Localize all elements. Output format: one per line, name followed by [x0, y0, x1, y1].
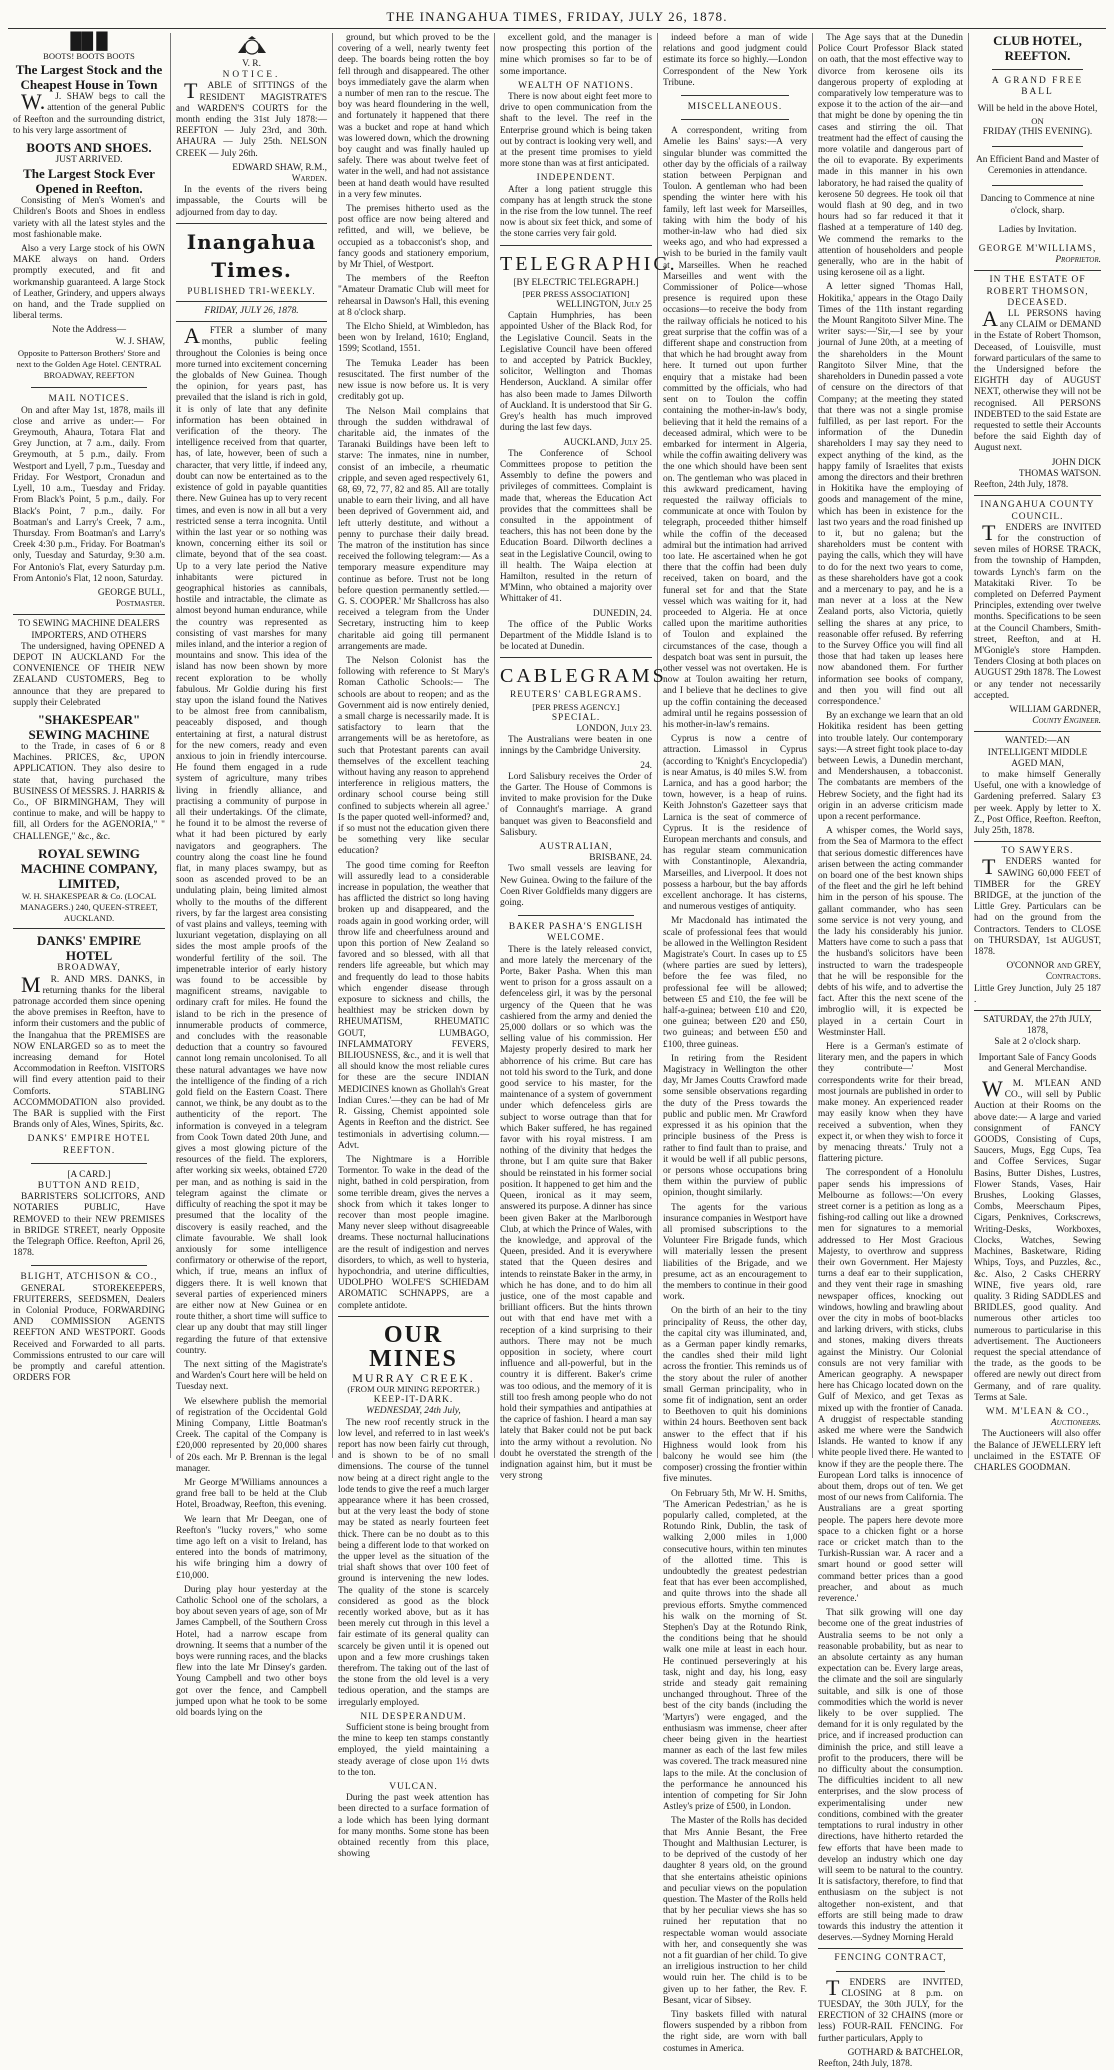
sale-time: Sale at 2 o'clock sharp.: [994, 1037, 1081, 1048]
divider: [836, 1971, 945, 1972]
divider: [974, 731, 1101, 732]
ad-shaw-boots: BOOTS AND SHOES.: [26, 140, 152, 156]
cablegrams-agency: [PER PRESS AGENCY.]: [532, 701, 620, 712]
col6-item-3: By an exchange we learn that an old Hokitika resident has been getting into trouble lately. Our contemporary says:—A street fight took place to-day between Lewis, a Dunedin merchant, and Mendershausen, a tobacconist. The combatants are members of the Hebrew Society, and the fight had its origin in an adverse criticism made upon a recent performance.: [818, 711, 963, 823]
council-heading: INANGAHUA COUNTY COUNCIL.: [980, 500, 1095, 522]
ball-signature: GEORGE M'WILLIAMS,: [978, 244, 1097, 255]
wanted-body: to make himself Generally Useful, one with a knowledge of Gardening preferred. Salary £3 per week. Apply by letter to X. Z., Post Office, Reefton. Reefton, July 25th, 1878.: [974, 769, 1101, 836]
ball-date: FRIDAY (THIS EVENING).: [982, 126, 1093, 137]
col6-item-2: A letter signed 'Thomas Hall, Hokitika,' appears in the Otago Daily Times of the 11th instant regarding the Mount Rangitoto Silver Mine. The writer says:—'Sir,—I see by your journal of June 20th, at a meeting of the shareholders in the Mount Rangitoto Silver Mine, that the shareholders in Dunedin passed a vote of censure on the directors of that Company; at the meeting they stated that there was not a single promise fulfilled, as per last report. For the information of the Dunedin shareholders I may say they need to expect anything of the kind, as the happy family of Israelites that exists among the directors and their brethren in Hokitika have the employing of goods and management of the mine, which has been in existence for the last two years and the road finished up to it, but no galena; but the shareholders must be content with paying the calls, which they will have to do for the next two years to come, as these shareholders have got a cook and a mercenary to pay, and he is a man never at a loss at the New Zealand ports, also Victoria, quietly selling the shares at any price, to reasonable offer refused. By referring to the Survey Office you will find all those that had taken up leases here now abandoned them. For further information see books of company, and then you will find out all correspondence.': [818, 282, 963, 707]
sawyers-date: Little Grey Junction, July 25 187 .: [974, 983, 1101, 1005]
ball-dance-time: Dancing to Commence at nine o'clock, sharp.: [980, 194, 1095, 216]
vulcan-heading: VULCAN.: [389, 1782, 438, 1793]
sale-important: Important Sale of Fancy Goods and General Merchandise.: [978, 1052, 1097, 1074]
keep-it-dark-heading: KEEP-IT-DARK.: [373, 1395, 454, 1406]
ad-shaw-just: JUST ARRIVED.: [55, 155, 123, 166]
local-news-2: We elsewhere publish the memorial of registration of the Occidental Gold Mining Company, Little Boatman's Creek. The capital of the Company is £20,000 represented by 20,000 shares of 20s each. Mr P. Brennan is the legal manager.: [176, 1396, 327, 1474]
notice-vr: V. R.: [242, 59, 261, 69]
misc-item-9: Tiny baskets filled with natural flowers suspended by a ribbon from the right side, are worn with ball costumes in America.: [663, 2009, 807, 2054]
mines-from: (FROM OUR MINING REPORTER.): [347, 1383, 480, 1394]
ad-shaw-body-2: Consisting of Men's Women's and Children's Boots and Shoes in endless variety with all the latest styles and the most fashionable make.: [13, 196, 165, 240]
brisbane-body: Two small vessels are leaving for New Guinea. Owing to the failure of the Coen River Goldfields many diggers are going.: [500, 864, 652, 909]
estate-signature-1: JOHN DICK: [1051, 457, 1101, 468]
local-news-12: The good time coming for Reefton will assuredly lead to a considerable increase in population, the weather that has afflicted the district so long having broken up and disappeared, and the roads again in good working order, will throw life and cheerfulness around and upon this portion of New Zealand so favored and so blessed, with all that renders life agreeable, but which may and frequently do lead to those habits which engender disease through exposure to sickness and chills, the healthiest may be stricken down by RHEUMATISM, RHEUMATIC GOUT, LUMBAGO, INFLAMMATORY FEVERS, BILIOUSNESS, &c., and it is well that all should know the most reliable cures for these are the secure INDIAN MEDICINES known as Ghollah's Great Indian Cures.'—they can be had of Mr R. Gissing, Chemist appointed sole Agents in Reefton and the district. See testimonials in advertising column.—Advt.: [338, 860, 489, 1151]
baker-pasha-body: There is the lately released convict, and more lately the mercenary of the Porte, Baker Pasha. When this man went to prison for a gross assault on a defenceless girl, it was by the personal urgency of the Queen that he was cashiered from the army and denied the 25,000 dollars or so which was the selling value of his commission. Her Majesty properly desired to mark her abhorrence of his crime. But care has not told his sword to the Turk, and done good service to his master, for the maintenance of a system of government under which defenceless girls are subject to worse outrage than that for which Baker suffered, he has regained favor with his royal mistress. I am nothing of the divinity that hedges the throne, but I am quite sure that Baker should be reinstated in his former social position. It happened to get him and the Queen, ironical as it may seem, answered its purpose. A dinner has since been given Baker at the Marlborough Club, at which the Prince of Wales, with the knowledge, and approval of the Queen, presided. And it is everywhere stated that the Queen desires and intends to reinstate Baker in the army, in which he has done, and to do him all justice, one of the most capable and brilliant officers. But the hints thrown out with that end have met with a reception of a kind surprising to their authors. There may not be much opposition in society, where court influence and all-powerful, but in the country it is different. Baker's crime was too odious, and the memory of it is still too fresh among people who do not hold their sympathies and antipathies at the caprice of fashion. I heard a man say lately that Baker could not be put back into the army without a revolution. No doubt he overstated the strength of the indignation against him, but it must be very strong: [500, 944, 652, 1482]
ad-shaw-note: Note the Address—: [52, 325, 126, 336]
ad-shaw-signature: W. J. SHAW,: [115, 336, 165, 347]
divider: [992, 69, 1083, 70]
sewing-heading: TO SEWING MACHINE DEALERS IMPORTERS, AND OTHERS: [18, 619, 160, 641]
notice-signature-title: Warden.: [291, 174, 327, 185]
divider: [518, 915, 634, 916]
misc-item-6: On the birth of an heir to the tiny principality of Reuss, the other day, the capital city was illuminated, and, as a German paper kindly remarks, the candles shed their mild light across the frontier. This reminds us of the story about the ruler of another small German principality, who in some fit of indignation, sent an order to Beethoven to quit his dominions within 24 hours. Beethoven sent back answer to the effect that if his Highness would look from his balcony he would see him (the composer) crossing the frontier within five minutes.: [663, 1306, 807, 1485]
divider: [681, 119, 789, 120]
paper-title: Inangahua Times.: [186, 229, 317, 282]
sawyers-signature-title: Contractors.: [1045, 972, 1101, 983]
danks-hotel-sub-2: REEFTON.: [62, 1145, 116, 1156]
council-signature-title: County Engineer.: [1032, 716, 1101, 727]
divider: [13, 928, 165, 929]
local-news-4: We learn that Mr Deegan, one of Reefton's "lucky rovers," who some time ago left on a visit to Ireland, has entered into the bonds of matrimony, his wife bringing him a dowry of £10,000.: [176, 1514, 327, 1581]
australian-heading: AUSTRALIAN,: [539, 842, 613, 852]
telegraphic-sub: [BY ELECTRIC TELEGRAPH.]: [513, 277, 639, 288]
boot-icon: ██ █: [70, 33, 108, 50]
columns: [8, 33, 1106, 2069]
mail-notices-heading: MAIL NOTICES.: [48, 394, 130, 405]
local-news-3: Mr George M'Williams announces a grand free ball to be held at the Club Hotel, Broadway, Reefton, this evening.: [176, 1477, 327, 1511]
sewing-machine-name: "SHAKESPEAR" SEWING MACHINE: [28, 711, 150, 742]
dunedin-body: The office of the Public Works Department of the Middle Island is to be located at Dunedin.: [500, 619, 652, 653]
sale-signature-title: Auctioneers.: [1050, 1418, 1101, 1429]
sewing-signature: W. H. SHAKESPEAR & Co. (LOCAL MANAGERS.) 240, QUEEN-STREET, AUCKLAND.: [20, 890, 158, 924]
baker-pasha-heading: BAKER PASHA'S ENGLISH WELCOME.: [508, 922, 644, 944]
col6-item-6: The correspondent of a Honolulu paper sends his impressions of Melbourne as follows:—'On every street corner is a petition as long as a fishing-rod calling out like a drowned men for signatures to a memorial addressed to Her Most Gracious Majesty, to overthrow and suppress their own Government. Her Majesty turns a deaf ear to their supplication, and they vent their rage in smashing newspaper offices, knocking out windows, howling and brawling about over the city in mobs of boot-blacks and larking drivers, with sticks, clubs and stones, making divers threats against the Ministry. Our Colonial consuls are not very familiar with American geography. A newspaper here has Chicago located down on the Gulf of Mexico, and get Texas as mixed up with the frontier of Canada. A druggist of respectable standing asked me where were the Sandwich Islands. He wanted to know if any white people lived there. He wanted to know if they are the people there. The European Lord talks is innocence of about them, drops out of ten. We get most of our news from California. The Australians are a great sporting people. The papers here devote more space to a chicken fight or a horse race or cricket match than to the Turkish-Russian war. A racer and a smart hound or good setter will command better prices than a good preacher, and about as much reverence.': [818, 1168, 964, 1605]
baker-pasha-continued: indeed before a man of wide relations and good judgment could estimate its force so highly.—London Correspondent of the New York Tribune.: [663, 33, 807, 88]
local-news-11: The Nelson Colonist has the following with reference to St Mary's Roman Catholic Schools:— The schools are about to reopen; and as the Government aid is now entirely denied, a small charge is necessarily made. It is satisfactory to learn that the arrangements will be as heretofore, as such that Protestant parents can avail themselves of the excellent teaching without having any reason to apprehend interference in religious matters, the ordinary school course being still confined to subjects wherein all agree.' Is the paper quoted well-informed? and, if so must not the education given there be something very like secular education?: [338, 655, 489, 857]
council-body: TENDERS are INVITED for the construction of seven miles of HORSE TRACK, from the township of Hampden, towards Lynch's farm on the Matakitaki River. To be completed on Deferred Payment Principles, extending over twelve months. Specifications to be seen at the Council Chambers, Smith-street, Reefton, and at H. M'Gonigle's store Hampden. Tenders Closing at both places on AUGUST 29th 1878. The Lowest or any tender not necessarily accepted.: [974, 519, 1101, 701]
nil-desperandum-body: Sufficient stone is being brought from the mine to keep ten stamps constantly employed, the yield maintaining a steady average of close upon 1½ dwts to the ton.: [338, 1723, 489, 1778]
london-body: The Australians were beaten in one innings by the Cambridge University.: [500, 735, 652, 757]
sawyers-signature: O'CONNOR and GREY,: [1006, 961, 1101, 972]
vulcan-continued: excellent gold, and the manager is now prospecting this portion of the mine which promises so far to be of some importance.: [500, 33, 652, 77]
notice-body: TABLE of SITTINGS of the RESIDENT MAGISTRATE'S and WARDEN'S COURTS for the month ending the 31st July 1878:— REEFTON — July 23rd, and 30th. AHAURA — July 25th. NELSON CREEK — July 26th.: [176, 78, 327, 159]
dunedin-dateline: DUNEDIN, 24.: [592, 608, 652, 619]
ad-shaw-body-3: Also a very Large stock of his OWN MAKE always on hand. Orders promptly executed, and fit and workmanship guaranteed. A large Stock of Leather, Grindery, and uppers always on hand, and the Trade supplied on liberal terms.: [13, 244, 165, 322]
wellington-body: Captain Humphries, has been appointed Usher of the Black Rod, for the Legislative Council. Seats in the Legislative Council have been offered to and accepted by Patrick Buckley, solicitor, Wellington and Thomas Henderson, Auckland. A similar offer has also been made to James Dilworth of Auckland. It is understood that Sir G. Grey's health has much improved during the last few days.: [500, 311, 652, 434]
sale-signature: WM. M'LEAN & CO.,: [985, 1406, 1090, 1417]
cablegrams-heading: CABLEGRAMS: [500, 665, 667, 688]
special-heading: SPECIAL.: [551, 712, 601, 723]
local-news-6: The premises hitherto used as the post office are now being altered and refitted, and will, we believe, be occupied as a tobacconist's shop, and fancy goods and stationery emporium, by Mr Thiel, of Westport.: [338, 204, 489, 271]
mail-signature: GEORGE BULL,: [97, 587, 165, 598]
divider: [176, 301, 327, 302]
sale-heading: SATURDAY, the 27th JULY, 1878,: [983, 1015, 1092, 1037]
ball-signature-title: Proprietor.: [1055, 255, 1101, 266]
local-news-7: The members of the Reefton "Amateur Dramatic Club will meet for rehearsal in Dawson's Hall, this evening at 8 o'clock sharp.: [338, 274, 489, 318]
mines-subheading: MURRAY CREEK.: [352, 1370, 475, 1385]
notice-heading: NOTICE.: [222, 70, 281, 81]
editorial-body: AFTER a slumber of many months, public feeling throughout the Colonies is being once more turned into excitement concerning the globalds of New Guinea. Though the opinion, for years past, has prevailed that the island is rich in gold, it is only of late that any definite information has been obtained in verification of the theory. The intelligence received from that quarter, has, of late, however, been of such a character, that very little, if indeed any, doubt can now be entertained as to the existence of gold in payable quantities there. New Guinea has up to very recent times, and even is now in all but a very restricted sense a terra incognita. Until within the last year or so nothing was known, concerning either its soil or climate, beyond that of the sea coast. Up to a very late period the Native inhabitants were pictured in geographical histories as cannibals, hostile and intractable, the climate as almost beyond human endurance, while the country was represented as consisting of vast marshes for many miles inland, and the interior a region of mountains and snow. This idea of the island has now been shown by more recent exploration to be wholly fabulous. Mr Goldie during his first stay upon the island found the Natives to be almost free from cannibalism, peaceably disposed, and though entertaining at first, a natural distrust for the new comers, ready and even anxious to join in friendly intercourse. He found them engaged in a rude system of agriculture, many tribes living in friendly alliance, and practising a community of purpose in all their undertakings. Of the climate, he found it to be almost the reverse of what it had been pictured by early navigators and geographers. The country along the coast line he found flat, in many places swampy, but as soon as ascended proved to be an undulating plain, being limited almost wholly to the mouths of the different rivers, by far the largest area consisting of vast plains and valleys, teeming with luxuriant vegetation, displaying on all sides the most ample proofs of the wonderful fertility of the soil. The impenetrable interior of early history was found to be accessible by magnificent streams, navigable to ordinary craft for miles. He found the island to be rich in the presence of innumerable products of commerce, and concludes with the reasonable deduction that a country so favoured cannot long remain uncolonised. To all these natural advantages we have now the intelligence of the finding of a rich gold field on the Eastern Coast. There cannot, we think, be any doubt as to the authenticity of the report. The information is conveyed in a telegram from Cook Town dated 20th June, and gives a most glowing picture of the resources of the field. The explorers, after working six weeks, obtained £720 per man, and as nothing is said in the telegram against the climate or difficulty of reaching the spot it may be presumed that the locality of the discovery is easily reached, and the climate favourable. We shall look anxiously for some intelligence confirmatory or otherwise of the report, which, if true, means an influx of diggers there. It is well known that several parties of experienced miners are either now at New Guinea or en route thither, a short time will suffice to clear up any doubt that may still linger regarding the future of that extensive country.: [176, 323, 327, 1356]
local-news-13: The Nightmare is a Horrible Tormentor. To wake in the dead of the night, bathed in cold perspiration, from some terrible dream, gives the nerves a shock from which it takes longer to recover than most people imagine. Many never sleep without disagreeable dreams. These nocturnal hallucinations are the result of indigestion and nerves disorders, to which, as well to hysteria, hypochondria, and uterine difficulties, UDOLPHO WOLFE'S SCHIEDAM AROMATIC SCHNAPPS, are a complete antidote.: [338, 1154, 489, 1311]
divider: [974, 270, 1101, 271]
local-news-continued: ground, but which proved to be the covering of a well, nearly twenty feet deep. The boards being rotten the boy fell through and disappeared. The other boys immediately gave the alarm when a number of men ran to the rescue. The boy was heard floundering in the well, and fortunately it happened that there was a bucket and rope at hand which was lowered down, which the drowning boy caught and was finally hauled up safely. There was about twelve feet of water in the well, and had not assistance been at hand death would have resulted in a very few minutes.: [338, 33, 489, 200]
vulcan-body: During the past week attention has been directed to a surface formation of a lode which has been lying dormant for many months. Some stone has been obtained recently from this place, showing: [338, 1793, 489, 1860]
sewing-body: The undersigned, having OPENED A DEPOT IN AUCKLAND For the CONVENIENCE OF THEIR NEW ZEALAND CUSTOMERS, Beg to announce that they are prepared to supply their Celebrated: [13, 641, 165, 708]
divider: [818, 1948, 963, 1949]
local-news-1: The next sitting of the Magistrate's and Warden's Court here will be held on Tuesday next.: [176, 1359, 327, 1393]
auckland-body: The Conference of School Committees propose to petition the Assembly to define the powers and privileges of committees. Complaint is made that, whereas the Education Act provides that the committees shall be consulted in the appointment of teachers, this has not been done by the Education Board. Dilworth declines a seat in the Legislative Council, owing to ill health. The Waipa election at Hamilton, resulted in the return of M'Minn, who obtained a majority over Whittaker of 41.: [500, 448, 652, 605]
local-news-9: The Temuka Leader has been resuscitated. The first number of the new issue is now before us. It is very creditably got up.: [338, 358, 489, 403]
danks-hotel-sub: BROADWAY,: [57, 963, 121, 974]
notice-signature: EDWARD SHAW, R.M.,: [232, 162, 327, 173]
ball-ladies: Ladies by Invitation.: [998, 224, 1077, 235]
misc-item-1: A correspondent, writing from Amelie les Bains' says:—A very singular blunder was committed the other day by the officials of a railway station between Perpignan and Toulon. A gentleman who had been spending the winter here with his family, left last week for Marseilles, taking with him the body of his mother-in-law who had died six weeks ago, and who had expressed a wish to be buried in the family vault at Marseilles. When he reached Marseilles and went with the Commissioner of Police—whose presence is required upon these occasions—to receive the body from the railway officials he noticed to his great surprise that the coffin was of a different shape and construction from that which he had brought away from here. It turned out upon further enquiry that a mistake had been committed by the officials, who had sent on to Toulon the coffin containing the mother-in-law's body, believing that it held the remains of a deceased admiral, which were to be embarked for interment in Algeria, while the coffin awaiting delivery was the one which should have been sent on. The gentleman who was placed in this awkward predicament, having requested the railway officials to communicate at once with Toulon by telegraph, proceeded thither himself while the coffin of the deceased admiral but the intimation had arrived too late. He ascertained when he got there that the coffin had been duly received, taken on board, and the funeral set for and that the State vessel which was waiting for it, had proceeded to Algeria. He at once called upon the maritime authorities of Toulon and explained the circumstances of the case, though a despatch boat was sent in pursuit, the other vessel was not overtaken. He is now at Toulon awaiting her return, and I believe that he declines to give up the coffin containing the deceased admiral until he regains possession of his mother-in-law's remains.: [663, 126, 807, 730]
mail-signature-title: Postmaster.: [115, 599, 165, 610]
fencing-signature: GOTHARD & BATCHELOR,: [847, 2047, 963, 2058]
cablegrams-sub: REUTERS' CABLEGRAMS.: [509, 690, 643, 701]
local-news-5: During play hour yesterday at the Catholic School one of the scholars, a boy about seven years of age, son of Mr James Campbell, of the Southern Cross Hotel, had a narrow escape from drowning. It seems that a number of the boys were running races, and the blacks flew into the late Mr Dinsey's garden. Young Campbell and two other boys got over the fence, and Campbell jumped upon what he took to be some old boards lying on the: [176, 1584, 327, 1719]
divider: [974, 841, 1101, 842]
royal-arms-icon: [176, 35, 327, 57]
telegraphic-assoc: [PER PRESS ASSOCIATION]: [522, 288, 630, 299]
council-signature: WILLIAM GARDNER,: [1009, 704, 1101, 715]
column-6: [813, 33, 969, 2069]
wanted-heading: WANTED:—AN INTELLIGENT MIDDLE AGED MAN,: [987, 736, 1088, 769]
misc-item-2: Cyprus is now a centre of attraction. Limassol in Cyprus (according to 'Knight's Encyclopedia') is near Amatus, is 40 miles S.W. from Larnica, and has a good harbor; the town, however, is a heap of ruins. Keith Johnston's Gazetteer says that Larnica is the seat of commerce of Cyprus. It is the residence of European merchants and consuls, and has regular steam communication with Constantinople, Alexandria, Marseilles, and Liverpool. It does not possess a harbour, but the bay affords excellent anchorage. It has cisterns, and numerous vestiges of antiquity.: [663, 734, 807, 913]
london-body-2: Lord Salisbury receives the Order of the Garter. The House of Commons is invited to make provision for the Duke of Connaught's marriage. A grand banquet was given to Beaconsfield and Salisbury.: [500, 771, 652, 838]
divider: [974, 1010, 1101, 1011]
masthead-title: THE INANGAHUA TIMES, FRIDAY, JULY 26, 1878.: [386, 9, 728, 24]
estate-body: ALL PERSONS having any CLAIM or DEMAND in the Estate of Robert Thomson, Deceased, of Louisville, must forward particulars of the same to the Undersigned before the EIGHTH day of AUGUST NEXT, otherwise they will not be recognised. All PERSONS INDEBTED to the said Estate are requested to settle their Accounts before the said Eighth day of August next.: [974, 306, 1101, 454]
col6-item-4: A whisper comes, the World says, from the Sea of Marmora to the effect that serious domestic differences have arisen between the acting commander on board one of the best known ships of the fleet and the girl he left behind him in the person of his spouse. The gallant commander, who has seen some service is not very young, and the lady his considerably his junior. Matters have come to such a pass that the husband's solicitors have been instructed to warn the tradespeople that he will be responsible for the debts of his wife, and to advertise the fact. After this the next scene of the imbroglio will, it is expected be played in a certain Court in Westminster Hall.: [818, 826, 963, 1038]
blight-heading: BLIGHT, ATCHISON & CO.,: [20, 1272, 158, 1283]
ad-shaw-body: W.J. SHAW begs to call the attention of the general Public of Reefton and the surrounding district, to his very large assortment of: [13, 89, 165, 136]
wealth-of-nations-heading: WEALTH OF NATIONS.: [518, 80, 634, 91]
independent-body: After a long patient struggle this company has at length struck the stone in the rise from the low tunnel. The reef now is about six feet thick, and some of the stone carries very fair gold.: [500, 184, 652, 240]
sawyers-body: TENDERS wanted for SAWING 60,000 FEET of TIMBER for the GREY BRIDGE, at the junction of the Little Grey. Particulars can be had on the ground from the Contractors. Tenders to CLOSE on THURSDAY, 1st AUGUST, 1878.: [974, 854, 1101, 958]
keep-it-dark-date: WEDNESDAY, 24th July,: [366, 1406, 461, 1417]
local-news-10: The Nelson Mail complains that through the sudden withdrawal of charitable aid, the inmates of the Taranaki Buildings have been left to starve: The inmates, nine in number, consist of an imbecile, a rheumatic cripple, and seven aged respectively 61, 68, 69, 72, 77, 82 and 85. All are totally unable to earn their living, and all have been deprived of Government aid, and left utterly destitute, and without a penny to purchase their daily bread. The matron of the institution has since received the following telegram:— As a temporary measure expenditure may continue as before. Trust not be long before question permanently settled.—G. S. COOPER.' Mr Shallcross has also received a telegram from the Under Secretary, instructing him to keep charitable aid going till permanent arrangements are made.: [338, 406, 489, 652]
ball-band: An Efficient Band and Master of Ceremonies in attendance.: [976, 155, 1099, 177]
estate-date: Reefton, 24th July, 1878.: [974, 480, 1069, 491]
nil-desperandum-heading: NIL DESPERANDUM.: [360, 1711, 467, 1722]
sewing-body-2: to the Trade, in cases of 6 or 8 Machines. PRICES, &c, UPON APPLICATION. They also desire to state that, having purchased the BUSINESS Of MESSRS. J. HARRIS & Co., OF BIRMINGHAM, They will continue to make, and will be happy to fill, all Orders for the AGENORIA," " CHALLENGE," &c., &c.: [13, 741, 165, 842]
col6-item-5: Here is a German's estimate of literary men, and the papers in which they contribute—' Most correspondents write for their bread, most journals are published in order to make money. An experienced reader may easily know when they have received a subvention, when they expect it, or when they wish to force it by menacing threats.' Truly not a flattering picture.: [818, 1042, 963, 1165]
danks-hotel-body: MR. AND MRS. DANKS, in returning thanks for the liberal patronage accorded them since opening the above premises in Reefton, have to inform their customers and the public of the Inangahua that the PREMISES are NOW ENLARGED so as to meet the increasing demand for Hotel Accommodation in Reefton. VISITORS will find every attention paid to their Comforts. STABLING ACCOMMODATION also provided. The BAR is supplied with the First Brands only of Ales, Wines, Spirits, &c.: [13, 971, 165, 1131]
ball-line-1: Will be held in the above Hotel,: [977, 104, 1098, 115]
column-1: [8, 33, 171, 1458]
column-2: [171, 33, 333, 1719]
column-4: [495, 33, 678, 1482]
sale-body: WM. M'LEAN AND CO., will sell by Public Auction at their Rooms on the above date:— A large and varied consignment of FANCY GOODS, Consisting of Cups, Saucers, Mugs, Egg Cups, Tea and Coffee Services, Sugar Basins, Butter Dishes, Lustres, Flower Stands, Vases, Hair Brushes, Looking Glasses, Combs, Meerschaum Pipes, Cigars, Penknives, Corkscrews, Writing-Desks, Workboxes, Clocks, Watches, Sewing Machines, Basketware, Riding Whips, Toys, and Puzzles, &c., &c. Also, 2 Casks CHERRY WINE, five years old, rare quality. 3 Riding SADDLES and BRIDLES, good quality. And numerous other articles too numerous to particularise in this advertisement. The Auctioneers request the special attendance of the trade, as the goods to be offered are newly out direct from Germany, and of rare quality. Terms at Sale.: [974, 1076, 1101, 1403]
card-label: [A CARD.]: [67, 1169, 111, 1180]
mines-heading: OUR MINES: [369, 1321, 458, 1372]
divider: [176, 321, 327, 322]
divider: [31, 1265, 147, 1266]
ball-on: ON: [1031, 115, 1044, 126]
london-dateline: LONDON, July 23.: [576, 723, 652, 734]
danks-hotel-heading: DANKS' EMPIRE HOTEL: [36, 933, 142, 964]
divider: [500, 657, 652, 658]
miscellaneous-heading: MISCELLANEOUS.: [687, 102, 783, 113]
sale-footer: The Auctioneers will also offer the Balance of JEWELLERY left unclaimed in the ESTATE OF CHARLES GOODMAN.: [974, 1429, 1101, 1473]
wellington-dateline: WELLINGTON, July 25: [556, 300, 652, 311]
misc-item-3: Mr Macdonald has intimated the scale of professional fees that would be allowed in the Wellington Resident Magistrate's Court. In cases up to £5 (where parties are sued by letters), before the fee was filed, no professional fee will be allowed; between £5 and £10, the fee will be half-a-guinea; between £10 and £20, one guinea; between £20 and £50, two guineas; and between £50 and £100, three guineas.: [663, 916, 807, 1050]
royal-sewing-title: ROYAL SEWING MACHINE COMPANY, LIMITED,: [20, 845, 158, 891]
misc-item-7: On February 5th, Mr W. H. Smiths, 'The American Pedestrian,' as he is popularly called, completed, at the Rotundo Rink, Dublin, the task of walking 2,000 miles in 1,000 consecutive hours, within ten minutes of the allotted time. This is undoubtedly the greatest pedestrian feat that has ever been accomplished, and quite throws into the shade all previous efforts. Smythe commenced his walk on the morning of St. Stephen's Day at the Rotundo Rink, the conditions being that he should walk one mile at least in each hour. He continued perseveringly at his task, night and day, his long, easy stride and steady gait remaining unchanged throughout. Three of the best of the city bands (including the 'Martyrs') were engaged, and the enthusiasm was immense, cheer after cheer being given in the heartiest manner as each of the last few miles was covered. The track measured nine laps to the mile. At the conclusion of the performance he announced his intention of competing for Sir John Astley's prize of £500, in London.: [663, 1488, 807, 1813]
fencing-date: Reefton, 24th July, 1878.: [818, 2058, 913, 2069]
local-news-8: The Elcho Shield, at Wimbledon, has been won by Ireland, 1610; England, 1599; Scotland, 1551.: [338, 322, 489, 355]
column-3: [333, 33, 495, 1860]
club-hotel-heading: CLUB HOTEL, REEFTON.: [993, 33, 1082, 63]
divider: [13, 614, 165, 615]
brisbane-dateline: BRISBANE, 24.: [589, 853, 652, 864]
divider: [176, 223, 327, 224]
paper-subtitle: PUBLISHED TRI-WEEKLY.: [187, 285, 316, 296]
column-5: [658, 33, 813, 2054]
divider: [338, 1316, 489, 1317]
ball-heading: A GRAND FREE BALL: [991, 76, 1084, 98]
estate-heading: IN THE ESTATE OF ROBERT THOMSON, DECEASED.: [986, 275, 1089, 308]
ad-shaw-address: Opposite to Patterson Brothers' Store and next to the Golden Age Hotel. CENTRAL BROADWAY, REEFTON: [16, 347, 162, 381]
danks-hotel-heading-2: DANKS' EMPIRE HOTEL: [27, 1134, 151, 1145]
divider: [974, 495, 1101, 496]
fencing-heading: FENCING CONTRACT,: [834, 1953, 947, 1964]
divider: [681, 95, 789, 96]
auckland-dateline: AUCKLAND, July 25.: [563, 437, 652, 448]
estate-signature-2: THOMAS WATSON.: [1018, 468, 1101, 479]
fencing-body: TENDERS are INVITED, CLOSING at 8 p.m. on TUESDAY, the 30th JULY, for the ERECTION of 32 CHAINS (more or less) FOUR-RAIL FENCING. For further particulars, Apply to: [818, 1974, 963, 2044]
misc-item-4: In retiring from the Resident Magistracy in Wellington the other day, Mr James Coutts Crawford made some sensible observations regarding the duty of the Press towards the public and public men. Mr Crawford expressed it as his opinion that the principle business of the Press is rather to find fault than to praise, and it would be well if all public persons, or persons whose occupations bring them within the purview of public opinion, thought similarly.: [663, 1053, 807, 1199]
blight-body: GENERAL STOREKEEPERS, FRUITERERS, SEEDSMEN, Dealers in Colonial Produce, FORWARDING AND COMMISSION AGENTS REEFTON AND WESTPORT. Goods Received and Forwarded to all parts. Commissions entrusted to our care will be promptly and careful attention. ORDERS FOR: [13, 1283, 165, 1384]
misc-item-8: The Master of the Rolls has decided that Mrs Annie Besant, the Free Thought and Malthusian Lecturer, is to be deprived of the custody of her daughter 8 years old, on the ground that she entertains atheistic opinions and peculiar views on the population question. The Master of the Rolls held that by her peculiar views she has so ruined her reputation that no respectable woman would associate with her, and consequently she was not a fit guardian of her child. To give an irreligious instruction to her child would ruin her. The child is to be given up to her father, the Rev. F. Besant, vicar of Sibsey.: [663, 1816, 807, 2006]
ad-shaw-heading-2: The Largest Stock Ever Opened in Reefton.: [23, 166, 155, 197]
misc-item-5: The agents for the various insurance companies in Westport have all promised subscriptions to the Volunteer Fire Brigade funds, which will materially lessen the present liabilities of the Brigade, and we presume, act as an encouragement to the members to continue in their good work.: [663, 1202, 807, 1303]
divider: [31, 387, 147, 388]
ad-shaw-top: BOOTS! BOOTS BOOTS: [43, 51, 135, 61]
divider: [500, 245, 652, 246]
lawyers-name: BUTTON AND REID,: [37, 1181, 141, 1192]
lawyers-body: BARRISTERS SOLICITORS, AND NOTARIES PUBLIC, Have REMOVED to their NEW PREMISES in BRIDGE STREET, nearly Opposite the Telegraph Office. Reefton, April 26, 1878.: [13, 1192, 165, 1259]
divider: [31, 1163, 147, 1164]
wealth-of-nations-body: There is now about eight feet more to drive to open communication from the shaft to the level. The reef in the Enterprise ground which is being taken out by contract is looking very well, and at the present time promises to yield more stone than was at first anticipated.: [500, 92, 652, 170]
ad-shaw-heading: The Largest Stock and the Cheapest House in Town: [15, 62, 163, 93]
london-dateline-2: 24.: [640, 760, 652, 771]
telegraphic-heading: TELEGRAPHIC.: [500, 252, 678, 275]
divider: [992, 146, 1083, 147]
divider: [992, 185, 1083, 186]
col6-item-1: The Age says that at the Dunedin Police Court Professor Black stated on oath, that the most effective way to divorce from kerosene oils its dangerous property of exploding at comparatively low temperature was to expose it to the action of the air—and that might be done by opening the tin cases and stirring the oil. That treatment had the effect of causing the more volatile and dangerous part of the oil to evaporate. By experiments made in this manner in his own laboratory, he had raised the quality of kerosene 50 degrees. He took oil that would flash at 90 deg, and in two hours had so far reduced it that it flashed at a temperature of 140 deg. We commend the remarks to the attention of householders and people generally, who are in the habit of using kerosene oil as a light.: [818, 33, 963, 279]
keep-it-dark-body: The new roof recently struck in the low level, and referred to in last week's report has now been fairly cut through, and is shown to be of no small dimensions. The course of the tunnel now being at a direct right angle to the lode tends to give the reef a much larger appearance where it has been crossed, but at the very least the body of stone may be stated as nearly fourteen feet thick. There can be no doubt as to this being a different lode to that worked on the upper level as the situation of the trial shaft shows that over 100 feet of ground is intervening the new lodes. The quality of the stone is scarcely considered as good as the block recently worked above, but as it has been merely cut through in this level a fair estimate of its general quality can scarcely be given until it is opened out upon and a few more crushings taken therefrom. The taking out of the last of the stone from the old level is a very tedious operation, and the stamps are irregularly employed.: [338, 1417, 489, 1708]
col6-item-7: That silk growing will one day become one of the great industries of Australia seems to be not only a reasonable probability, but as near to an absolute certainty as any human expectation can be. Every large areas, the climate and the soil are singularly suitable, and silk is one of those commodities which the world is never likely to be over supplied. The demand for it is only regulated by the price, and if increased production can diminish the price, and still leave a profit to the producers, there will be no difficulty about the consumption. The difficulties incident to all new enterprises, and the slow process of experimentalising under new conditions, combined with the greater temptations to rural industry in other directions, have hitherto retarded the few efforts that have been made to develop an industry which one day will seem to be natural to the country. It is satisfactory, therefore, to find that enthusiasm on the subject is not altogether non-existent, and that efforts are still being made to draw towards this industry the attention it deserves.—Sydney Morning Herald: [818, 1608, 963, 1944]
notice-footer: In the events of the rivers being impassable, the Courts will be adjourned from day to day.: [176, 185, 327, 218]
paper-date: FRIDAY, JULY 26, 1878.: [204, 306, 299, 317]
independent-heading: INDEPENDENT.: [536, 173, 616, 184]
mail-notices-body: On and after May 1st, 1878, mails ill close and arrive as under:— For Greymouth, Ahaura, Totara Flat and Grey Junction, at 7 a.m., daily. From Greymouth, at 5 p.m., daily. From Westport and Lyell, 7 p.m., Tuesday and Friday. For Westport, Cronadun and Lyell, 10 a.m., Tuesday and Friday. From Black's Point, 5 p.m., daily. For Black's Point, 7 p.m., daily. For Boatman's and Larry's Creek, 7 a.m., Thursday. From Boatman's and Larry's Creek 4:30 p.m., Friday. For Boatman's only, Tuesday and Saturday, 9:30 a.m. For Antonio's Flat, every Saturday p.m. From Antonio's Flat, 12 noon, Saturday.: [13, 405, 165, 584]
sawyers-heading: TO SAWYERS.: [1001, 846, 1074, 857]
masthead: [8, 6, 1106, 29]
column-7: [969, 33, 1106, 1473]
